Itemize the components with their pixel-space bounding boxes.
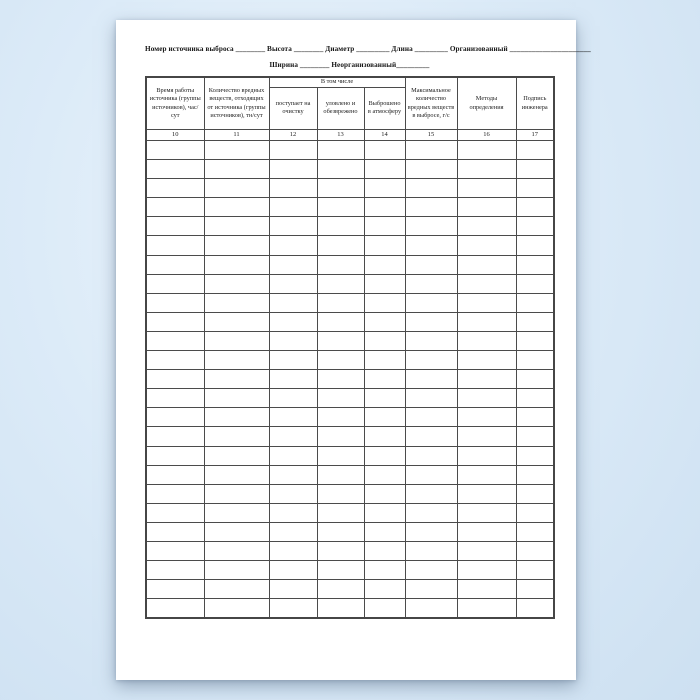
- table-cell-col12: [269, 408, 317, 427]
- table-cell-col13: [317, 465, 364, 484]
- table-cell-col13: [317, 561, 364, 580]
- table-cell-col12: [269, 198, 317, 217]
- table-cell-col11: [204, 580, 269, 599]
- table-cell-col15: [405, 351, 457, 370]
- table-cell-col15: [405, 599, 457, 619]
- table-cell-col12: [269, 541, 317, 560]
- empty-row: [146, 236, 554, 255]
- table-cell-col15: [405, 198, 457, 217]
- table-cell-col14: [364, 293, 405, 312]
- table-cell-col17: [516, 561, 554, 580]
- table-cell-col13: [317, 503, 364, 522]
- group-header-v-tom-chisle: В том числе: [269, 77, 405, 87]
- table-cell-col17: [516, 370, 554, 389]
- table-cell-col16: [457, 198, 516, 217]
- empty-row: [146, 370, 554, 389]
- empty-row: [146, 389, 554, 408]
- table-cell-col10: [146, 312, 204, 331]
- table-cell-col11: [204, 160, 269, 179]
- table-cell-col10: [146, 446, 204, 465]
- column-number-14: 14: [364, 130, 405, 141]
- table-cell-col17: [516, 255, 554, 274]
- empty-row: [146, 541, 554, 560]
- table-cell-col11: [204, 389, 269, 408]
- table-cell-col14: [364, 217, 405, 236]
- table-cell-col15: [405, 293, 457, 312]
- table-cell-col15: [405, 465, 457, 484]
- table-cell-col10: [146, 160, 204, 179]
- table-cell-col12: [269, 580, 317, 599]
- table-cell-col17: [516, 198, 554, 217]
- table-cell-col13: [317, 427, 364, 446]
- table-cell-col13: [317, 351, 364, 370]
- table-cell-col12: [269, 389, 317, 408]
- table-cell-col13: [317, 389, 364, 408]
- table-cell-col13: [317, 599, 364, 619]
- table-cell-col14: [364, 389, 405, 408]
- table-cell-col17: [516, 389, 554, 408]
- table-cell-col15: [405, 541, 457, 560]
- table-cell-col11: [204, 465, 269, 484]
- table-cell-col13: [317, 408, 364, 427]
- table-cell-col12: [269, 293, 317, 312]
- table-cell-col10: [146, 408, 204, 427]
- empty-row: [146, 561, 554, 580]
- table-cell-col12: [269, 236, 317, 255]
- table-cell-col11: [204, 484, 269, 503]
- table-cell-col14: [364, 312, 405, 331]
- table-cell-col15: [405, 408, 457, 427]
- table-cell-col17: [516, 331, 554, 350]
- table-cell-col15: [405, 255, 457, 274]
- table-cell-col11: [204, 408, 269, 427]
- table-cell-col11: [204, 236, 269, 255]
- table-cell-col14: [364, 427, 405, 446]
- header-row-top: [146, 77, 554, 87]
- table-cell-col16: [457, 293, 516, 312]
- table-cell-col14: [364, 599, 405, 619]
- table-cell-col10: [146, 503, 204, 522]
- table-cell-col11: [204, 522, 269, 541]
- table-cell-col13: [317, 160, 364, 179]
- table-cell-col17: [516, 503, 554, 522]
- table-cell-col12: [269, 141, 317, 160]
- table-cell-col10: [146, 580, 204, 599]
- table-cell-col17: [516, 217, 554, 236]
- table-cell-col13: [317, 236, 364, 255]
- column-header-12: поступает на очистку: [269, 87, 317, 129]
- table-cell-col16: [457, 561, 516, 580]
- column-number-15: 15: [405, 130, 457, 141]
- table-header: [146, 77, 554, 141]
- table-cell-col16: [457, 484, 516, 503]
- column-number-11: 11: [204, 130, 269, 141]
- table-cell-col17: [516, 446, 554, 465]
- table-cell-col14: [364, 522, 405, 541]
- table-cell-col11: [204, 198, 269, 217]
- table-cell-col15: [405, 331, 457, 350]
- table-cell-col13: [317, 141, 364, 160]
- table-cell-col10: [146, 351, 204, 370]
- form-header-line-1: Номер источника выброса ________ Высота ________ Диаметр _________ Длина _________ Организованный ______________________: [145, 45, 591, 53]
- table-cell-col17: [516, 293, 554, 312]
- table-cell-col16: [457, 408, 516, 427]
- table-cell-col10: [146, 370, 204, 389]
- table-cell-col17: [516, 160, 554, 179]
- table-cell-col16: [457, 580, 516, 599]
- table-cell-col17: [516, 427, 554, 446]
- table-cell-col16: [457, 351, 516, 370]
- table-cell-col10: [146, 522, 204, 541]
- table-cell-col11: [204, 255, 269, 274]
- table-cell-col12: [269, 312, 317, 331]
- table-cell-col14: [364, 274, 405, 293]
- table-cell-col10: [146, 198, 204, 217]
- table-cell-col14: [364, 255, 405, 274]
- table-cell-col11: [204, 331, 269, 350]
- table-cell-col10: [146, 599, 204, 619]
- table-cell-col13: [317, 446, 364, 465]
- empty-row: [146, 465, 554, 484]
- table-cell-col10: [146, 217, 204, 236]
- column-header-10: Время работы источника (группы источников), час/сут: [146, 77, 204, 130]
- table-cell-col16: [457, 599, 516, 619]
- table-cell-col16: [457, 465, 516, 484]
- table-cell-col12: [269, 484, 317, 503]
- table-cell-col14: [364, 561, 405, 580]
- table-cell-col13: [317, 293, 364, 312]
- table-cell-col13: [317, 312, 364, 331]
- table-cell-col15: [405, 370, 457, 389]
- column-number-13: 13: [317, 130, 364, 141]
- table-cell-col12: [269, 522, 317, 541]
- table-cell-col13: [317, 255, 364, 274]
- table-cell-col13: [317, 331, 364, 350]
- table-cell-col13: [317, 484, 364, 503]
- table-cell-col14: [364, 484, 405, 503]
- table-cell-col10: [146, 274, 204, 293]
- table-cell-col14: [364, 503, 405, 522]
- table-cell-col10: [146, 141, 204, 160]
- table-cell-col16: [457, 446, 516, 465]
- table-cell-col17: [516, 179, 554, 198]
- table-cell-col14: [364, 446, 405, 465]
- table-cell-col10: [146, 561, 204, 580]
- table-cell-col14: [364, 141, 405, 160]
- table-cell-col10: [146, 255, 204, 274]
- table-cell-col13: [317, 580, 364, 599]
- empty-row: [146, 580, 554, 599]
- empty-row: [146, 427, 554, 446]
- column-number-17: 17: [516, 130, 554, 141]
- table-cell-col14: [364, 580, 405, 599]
- table-cell-col15: [405, 141, 457, 160]
- column-header-15: Максимальное количество вредных веществ в выбросе, г/с: [405, 77, 457, 130]
- table-cell-col17: [516, 541, 554, 560]
- table-cell-col15: [405, 160, 457, 179]
- table-cell-col16: [457, 389, 516, 408]
- empty-row: [146, 255, 554, 274]
- table-cell-col15: [405, 522, 457, 541]
- table-cell-col12: [269, 351, 317, 370]
- column-number-10: 10: [146, 130, 204, 141]
- table-cell-col11: [204, 179, 269, 198]
- table-cell-col16: [457, 179, 516, 198]
- table-cell-col11: [204, 312, 269, 331]
- empty-row: [146, 312, 554, 331]
- table-cell-col16: [457, 522, 516, 541]
- table-cell-col10: [146, 331, 204, 350]
- table-cell-col12: [269, 255, 317, 274]
- table-cell-col11: [204, 141, 269, 160]
- table-cell-col14: [364, 465, 405, 484]
- table-cell-col16: [457, 217, 516, 236]
- table-cell-col13: [317, 522, 364, 541]
- empty-row: [146, 198, 554, 217]
- empty-row: [146, 351, 554, 370]
- table-cell-col15: [405, 389, 457, 408]
- column-header-14: Выброшено в атмосферу: [364, 87, 405, 129]
- empty-row: [146, 217, 554, 236]
- table-cell-col17: [516, 351, 554, 370]
- table-cell-col16: [457, 160, 516, 179]
- table-cell-col13: [317, 217, 364, 236]
- table-cell-col13: [317, 198, 364, 217]
- empty-row: [146, 331, 554, 350]
- table-cell-col15: [405, 236, 457, 255]
- column-header-13: уловлено и обезврежено: [317, 87, 364, 129]
- table-cell-col15: [405, 274, 457, 293]
- table-cell-col12: [269, 274, 317, 293]
- table-cell-col11: [204, 293, 269, 312]
- table-cell-col17: [516, 522, 554, 541]
- table-cell-col11: [204, 446, 269, 465]
- table-cell-col17: [516, 312, 554, 331]
- table-cell-col16: [457, 331, 516, 350]
- table-cell-col10: [146, 427, 204, 446]
- table-cell-col11: [204, 274, 269, 293]
- table-cell-col10: [146, 541, 204, 560]
- table-cell-col13: [317, 179, 364, 198]
- table-cell-col15: [405, 503, 457, 522]
- table-cell-col17: [516, 274, 554, 293]
- table-cell-col15: [405, 580, 457, 599]
- table-cell-col15: [405, 561, 457, 580]
- column-header-17: Подпись инженера: [516, 77, 554, 130]
- table-cell-col11: [204, 541, 269, 560]
- table-cell-col15: [405, 427, 457, 446]
- table-cell-col12: [269, 179, 317, 198]
- table-cell-col11: [204, 370, 269, 389]
- table-cell-col12: [269, 427, 317, 446]
- table-body: [146, 141, 554, 619]
- table-cell-col13: [317, 274, 364, 293]
- table-cell-col12: [269, 370, 317, 389]
- table-cell-col16: [457, 236, 516, 255]
- table-cell-col16: [457, 274, 516, 293]
- column-number-16: 16: [457, 130, 516, 141]
- empty-row: [146, 446, 554, 465]
- table-cell-col16: [457, 255, 516, 274]
- table-cell-col11: [204, 599, 269, 619]
- table-cell-col15: [405, 179, 457, 198]
- table-cell-col11: [204, 561, 269, 580]
- table-cell-col12: [269, 217, 317, 236]
- empty-row: [146, 599, 554, 619]
- emissions-table: [145, 76, 555, 619]
- table-cell-col14: [364, 331, 405, 350]
- empty-row: [146, 293, 554, 312]
- table-cell-col14: [364, 541, 405, 560]
- table-cell-col14: [364, 198, 405, 217]
- column-header-11: Количество вредных веществ, отходящих от источника (группы источников), тн/сут: [204, 77, 269, 130]
- column-number-row: [146, 130, 554, 141]
- table-cell-col15: [405, 446, 457, 465]
- empty-row: [146, 484, 554, 503]
- table-cell-col10: [146, 236, 204, 255]
- table-cell-col12: [269, 599, 317, 619]
- empty-row: [146, 160, 554, 179]
- empty-row: [146, 179, 554, 198]
- table-cell-col11: [204, 351, 269, 370]
- table-cell-col13: [317, 541, 364, 560]
- table-cell-col10: [146, 179, 204, 198]
- table-cell-col16: [457, 370, 516, 389]
- table-cell-col10: [146, 484, 204, 503]
- table-cell-col15: [405, 312, 457, 331]
- table-cell-col17: [516, 408, 554, 427]
- table-cell-col15: [405, 217, 457, 236]
- table-cell-col13: [317, 370, 364, 389]
- empty-row: [146, 274, 554, 293]
- table-cell-col14: [364, 160, 405, 179]
- table-cell-col12: [269, 160, 317, 179]
- empty-row: [146, 503, 554, 522]
- table-cell-col14: [364, 351, 405, 370]
- column-header-16: Методы определения: [457, 77, 516, 130]
- table-cell-col15: [405, 484, 457, 503]
- table-cell-col12: [269, 465, 317, 484]
- table-cell-col17: [516, 599, 554, 619]
- table-cell-col12: [269, 561, 317, 580]
- column-number-12: 12: [269, 130, 317, 141]
- table-cell-col12: [269, 503, 317, 522]
- table-cell-col16: [457, 541, 516, 560]
- table-cell-col14: [364, 236, 405, 255]
- table-cell-col16: [457, 427, 516, 446]
- table-cell-col12: [269, 331, 317, 350]
- table-cell-col17: [516, 580, 554, 599]
- table-cell-col14: [364, 179, 405, 198]
- empty-row: [146, 408, 554, 427]
- table-cell-col10: [146, 293, 204, 312]
- form-header-line-2: Ширина ________ Неорганизованный_________: [269, 61, 430, 69]
- table-cell-col14: [364, 408, 405, 427]
- table-cell-col17: [516, 484, 554, 503]
- table-cell-col17: [516, 465, 554, 484]
- empty-row: [146, 141, 554, 160]
- table-cell-col10: [146, 389, 204, 408]
- table-cell-col16: [457, 503, 516, 522]
- table-cell-col16: [457, 141, 516, 160]
- table-cell-col17: [516, 141, 554, 160]
- table-cell-col10: [146, 465, 204, 484]
- table-cell-col11: [204, 217, 269, 236]
- table-cell-col12: [269, 446, 317, 465]
- table-cell-col16: [457, 312, 516, 331]
- table-cell-col17: [516, 236, 554, 255]
- table-cell-col11: [204, 503, 269, 522]
- empty-row: [146, 522, 554, 541]
- table-cell-col14: [364, 370, 405, 389]
- document-page: [116, 20, 591, 680]
- table-cell-col11: [204, 427, 269, 446]
